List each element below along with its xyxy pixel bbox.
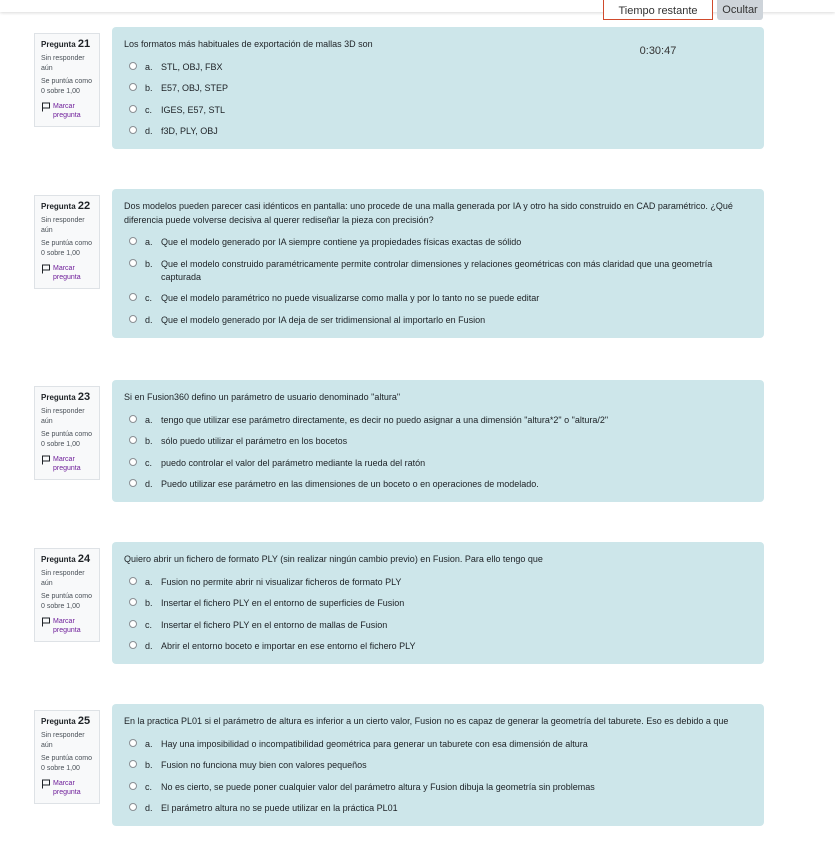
answer-letter: c. [145,619,153,630]
question-status: Sin responder aún [41,408,85,425]
answer-text[interactable]: El parámetro altura no se puede utilizar en la práctica PL01 [161,803,398,813]
radio-button[interactable] [129,577,137,585]
question-info [34,710,100,804]
answer-letter: c. [145,104,153,115]
answer-option[interactable] [124,738,752,751]
answer-option[interactable] [124,640,752,653]
question-label: Pregunta [41,393,76,402]
flag-question-link[interactable] [41,455,93,473]
answer-option[interactable] [124,457,752,470]
answer-list [124,738,752,816]
radio-button[interactable] [129,782,137,790]
answer-text[interactable]: Que el modelo generado por IA siempre contiene ya propiedades físicas exactas de sólido [161,237,522,247]
answer-option[interactable] [124,781,752,794]
answer-text[interactable]: Fusion no permite abrir ni visualizar ficheros de formato PLY [161,576,402,587]
question-text: Los formatos más habituales de exportación de mallas 3D son [124,39,373,49]
answer-option[interactable] [124,802,752,815]
answer-text[interactable]: sólo puedo utilizar el parámetro en los bocetos [161,436,348,446]
answer-letter: d. [145,479,153,489]
answer-option[interactable] [124,61,752,74]
question-status: Sin responder aún [41,55,85,72]
question-number [41,391,93,404]
radio-button[interactable] [129,126,137,134]
question-status: Sin responder aún [41,570,85,587]
question-info [34,33,100,127]
answer-letter: d. [145,641,153,651]
flag-question-label[interactable]: Marcar pregunta [53,265,81,281]
answer-letter: d. [145,126,153,136]
answer-option[interactable] [124,759,752,772]
answer-letter: b. [145,258,153,269]
question-label: Pregunta [41,202,76,211]
radio-button[interactable] [129,315,137,323]
flag-icon[interactable] [41,779,51,789]
question-number-value: 23 [77,391,91,403]
answer-letter: b. [145,436,153,446]
answer-text[interactable]: Abrir el entorno boceto e importar en ese entorno el fichero PLY [161,641,416,651]
answer-list [124,576,752,654]
question-number-value: 24 [77,553,91,565]
time-remaining: Tiempo restante 0:30:47 [603,0,713,20]
answer-option[interactable] [124,82,752,95]
question-info [34,548,100,642]
flag-question-link[interactable] [41,102,93,120]
question-number [41,200,93,213]
question-number-value: 22 [77,200,91,212]
answer-list [124,414,752,492]
flag-question-link[interactable] [41,779,93,797]
question-info [34,386,100,480]
answer-letter: a. [145,237,153,247]
answer-text[interactable]: Que el modelo generado por IA deja de ser tridimensional al importarlo en Fusion [161,314,486,325]
answer-letter: a. [145,414,153,425]
flag-icon[interactable] [41,455,51,465]
answer-text[interactable]: puedo controlar el valor del parámetro mediante la rueda del ratón [161,457,426,468]
question-number [41,715,93,728]
answer-letter: c. [145,293,153,303]
question-score: Se puntúa como 0 sobre 1,00 [41,431,92,448]
radio-button[interactable] [129,803,137,811]
radio-button[interactable] [129,62,137,70]
question-info [34,195,100,289]
answer-letter: b. [145,83,153,93]
answer-option[interactable] [124,258,752,284]
answer-text[interactable]: tengo que utilizar ese parámetro directamente, es decir no puedo asignar a una dimensión "altura*2" o "altura/2" [161,414,609,425]
flag-question-label[interactable]: Marcar pregunta [53,456,81,472]
answer-text[interactable]: No es cierto, se puede poner cualquier valor del parámetro altura y Fusion dibuja la geometría sin problemas [161,781,595,792]
question-text: Quiero abrir un fichero de formato PLY (sin realizar ningún cambio previo) en Fusion. Para ello tengo que [124,554,543,564]
flag-icon[interactable] [41,617,51,627]
question-status: Sin responder aún [41,732,85,749]
flag-question-label[interactable]: Marcar pregunta [53,780,81,796]
answer-text[interactable]: f3D, PLY, OBJ [161,126,218,136]
radio-button[interactable] [129,415,137,423]
answer-text[interactable]: Hay una imposibilidad o incompatibilidad geométrica para generar un taburete con esa dimensión de altura [161,738,588,749]
radio-button[interactable] [129,620,137,628]
question-score: Se puntúa como 0 sobre 1,00 [41,240,92,257]
answer-letter: c. [145,781,153,792]
radio-button[interactable] [129,458,137,466]
answer-text[interactable]: E57, OBJ, STEP [161,83,229,93]
hide-timer-button[interactable]: Ocultar [717,0,763,20]
answer-option[interactable] [124,314,752,327]
radio-button[interactable] [129,293,137,301]
answer-text[interactable]: Puedo utilizar ese parámetro en las dimensiones de un boceto o en operaciones de modelado. [161,479,539,489]
flag-icon[interactable] [41,264,51,274]
question-label: Pregunta [41,40,76,49]
question-score: Se puntúa como 0 sobre 1,00 [41,593,92,610]
answer-text[interactable]: IGES, E57, STL [161,104,226,115]
answer-option[interactable] [124,478,752,491]
question-status: Sin responder aún [41,217,85,234]
radio-button[interactable] [129,436,137,444]
answer-option[interactable] [124,104,752,117]
answer-letter: a. [145,738,153,749]
question-number [41,38,93,51]
flag-question-label[interactable]: Marcar pregunta [53,103,81,119]
answer-text[interactable]: Que el modelo construido paramétricamente permite controlar dimensiones y relaciones geométricas con más claridad que una geometría capturada [161,258,713,282]
answer-letter: b. [145,598,153,608]
question-text: Dos modelos pueden parecer casi idénticos en pantalla: uno procede de una malla generada por IA y otro ha sido construido en CAD paramétrico. ¿Qué diferencia puede volverse decisiva al querer rediseñar la pieza con precisión? [124,201,733,225]
flag-icon[interactable] [41,102,51,112]
radio-button[interactable] [129,83,137,91]
answer-list [124,236,752,327]
question-number-value: 21 [77,38,91,50]
radio-button[interactable] [129,259,137,267]
radio-button[interactable] [129,105,137,113]
question-number-value: 25 [77,715,91,727]
answer-letter: c. [145,457,153,468]
answer-option[interactable] [124,125,752,138]
question-content [112,380,764,502]
answer-letter: a. [145,576,153,587]
answer-option[interactable] [124,597,752,610]
answer-option[interactable] [124,414,752,427]
answer-text[interactable]: Que el modelo paramétrico no puede visualizarse como malla y por lo tanto no se puede editar [161,293,540,303]
flag-question-link[interactable] [41,617,93,635]
question-number [41,553,93,566]
radio-button[interactable] [129,641,137,649]
question-label: Pregunta [41,555,76,564]
question-text: Si en Fusion360 defino un parámetro de usuario denominado "altura" [124,392,401,402]
answer-option[interactable] [124,292,752,305]
answer-option[interactable] [124,576,752,589]
radio-button[interactable] [129,479,137,487]
answer-option[interactable] [124,236,752,249]
answer-letter: a. [145,61,153,72]
radio-button[interactable] [129,760,137,768]
answer-text[interactable]: Fusion no funciona muy bien con valores pequeños [161,760,367,770]
answer-letter: b. [145,760,153,770]
answer-text[interactable]: STL, OBJ, FBX [161,61,223,72]
question-score: Se puntúa como 0 sobre 1,00 [41,78,92,95]
question-text: En la practica PL01 si el parámetro de altura es inferior a un cierto valor, Fusion no es capaz de generar la geometría del taburete. Eso es debido a que [124,716,729,726]
flag-question-link[interactable] [41,264,93,282]
answer-text[interactable]: Insertar el fichero PLY en el entorno de mallas de Fusion [161,619,388,630]
question-content [112,542,764,664]
radio-button[interactable] [129,739,137,747]
answer-option[interactable] [124,435,752,448]
radio-button[interactable] [129,598,137,606]
flag-question-label[interactable]: Marcar pregunta [53,618,81,634]
question-content [112,189,764,338]
answer-list [124,61,752,139]
answer-letter: d. [145,803,153,813]
question-score: Se puntúa como 0 sobre 1,00 [41,755,92,772]
radio-button[interactable] [129,237,137,245]
question-label: Pregunta [41,717,76,726]
answer-text[interactable]: Insertar el fichero PLY en el entorno de superficies de Fusion [161,598,405,608]
answer-letter: d. [145,314,153,325]
answer-option[interactable] [124,619,752,632]
question-content [112,704,764,826]
